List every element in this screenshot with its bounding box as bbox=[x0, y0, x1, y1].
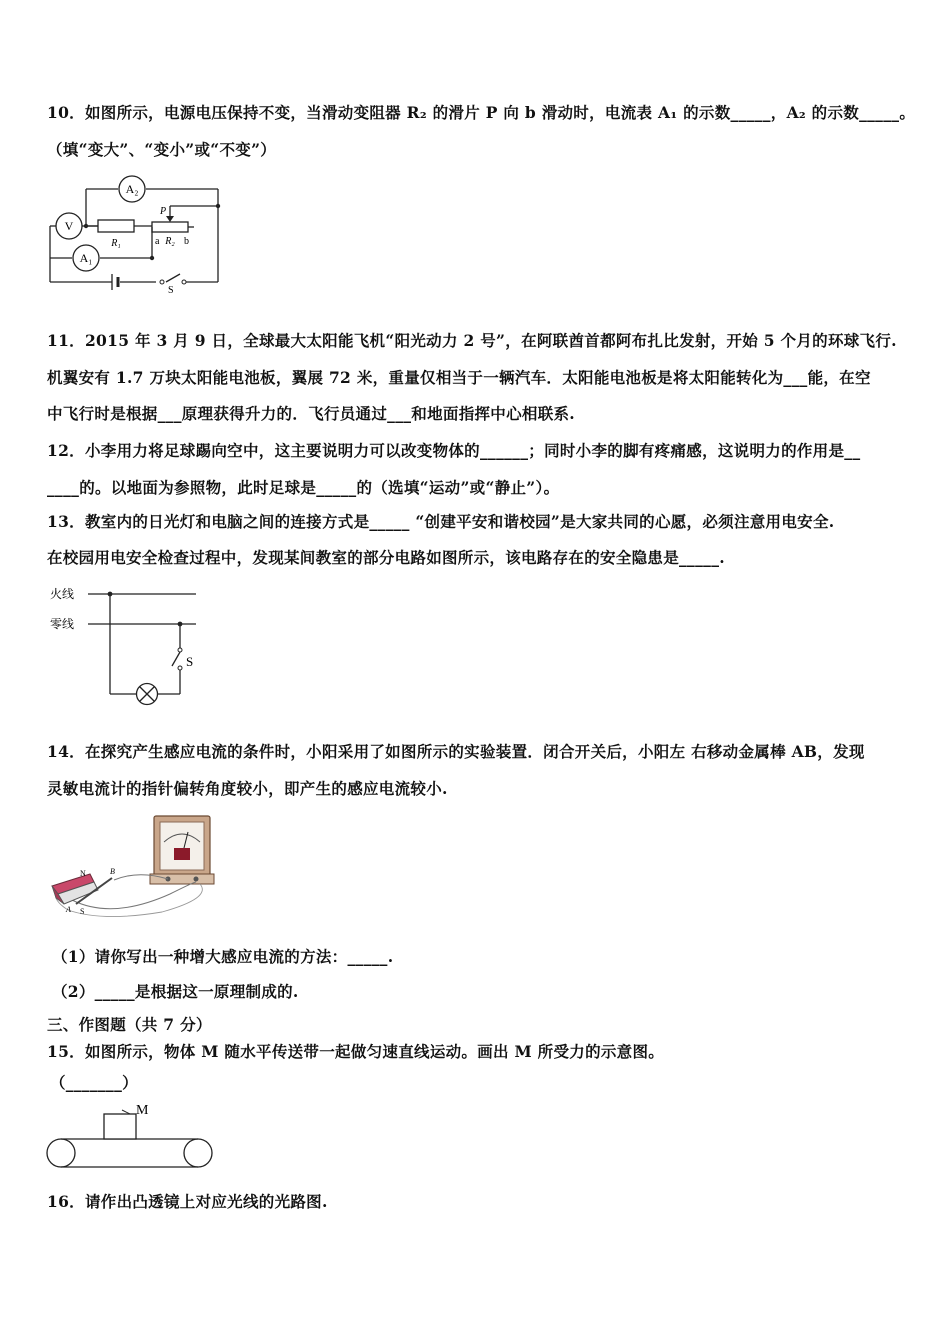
q12-line-2: ____的。以地面为参照物，此时足球是_____的（选填“运动”或“静止”）。 bbox=[47, 478, 560, 497]
q13-line-1: 13．教室内的日光灯和电脑之间的连接方式是_____ “创建平安和谐校园”是大家共同的心愿，必须注意用电安全. bbox=[47, 512, 835, 531]
q10-line-2: （填“变大”、“变小”或“不变”） bbox=[47, 140, 277, 159]
label-live-wire: 火线 bbox=[50, 587, 75, 601]
section-3-heading: 三、作图题（共 7 分） bbox=[47, 1015, 212, 1034]
q15-answer-blank: （_______） bbox=[50, 1073, 138, 1092]
q14-sub-1: （1）请你写出一种增大感应电流的方法：_____. bbox=[52, 947, 394, 966]
q11-line-3: 中飞行时是根据___原理获得升力的．飞行员通过___和地面指挥中心相联系. bbox=[47, 404, 575, 423]
q10-circuit-diagram bbox=[44, 172, 230, 294]
label-n: N bbox=[80, 869, 86, 878]
q16-line-1: 16．请作出凸透镜上对应光线的光路图. bbox=[47, 1192, 328, 1211]
label-r2: R₂ bbox=[165, 236, 175, 247]
lamp-icon bbox=[137, 684, 158, 705]
q14-sub-2: （2）_____是根据这一原理制成的. bbox=[52, 982, 299, 1001]
label-a1: A₁ bbox=[79, 251, 93, 265]
label-v: V bbox=[64, 219, 74, 233]
block-m bbox=[104, 1114, 136, 1139]
q14-experiment-apparatus bbox=[42, 812, 222, 924]
label-s: S bbox=[168, 285, 174, 294]
q11-line-1: 11．2015 年 3 月 9 日，全球最大太阳能飞机“阳光动力 2 号”，在阿联酋首都阿布扎比发射，开始 5 个月的环球飞行. bbox=[47, 331, 897, 350]
label-m: M bbox=[136, 1103, 149, 1118]
label-switch-s: S bbox=[186, 654, 194, 669]
q12-line-1: 12．小李用力将足球踢向空中，这主要说明力可以改变物体的______；同时小李的脚有疼痛感，这说明力的作用是__ bbox=[47, 441, 861, 460]
q13-circuit-diagram bbox=[48, 582, 204, 708]
q15-conveyor-diagram bbox=[44, 1098, 220, 1172]
label-a2: A₂ bbox=[125, 182, 139, 196]
label-b: B bbox=[110, 867, 115, 876]
magnet-icon bbox=[52, 874, 98, 904]
label-a: a bbox=[155, 236, 160, 247]
q13-line-2: 在校园用电安全检查过程中，发现某间教室的部分电路如图所示，该电路存在的安全隐患是_____. bbox=[47, 548, 725, 567]
q15-line-1: 15．如图所示，物体 M 随水平传送带一起做匀速直线运动。画出 M 所受力的示意图。 bbox=[47, 1042, 665, 1061]
galvanometer-icon bbox=[150, 816, 214, 884]
label-r1: R₁ bbox=[111, 238, 121, 249]
q11-line-2: 机翼安有 1.7 万块太阳能电池板，翼展 72 米，重量仅相当于一辆汽车．太阳能电池板是将太阳能转化为___能，在空 bbox=[47, 368, 871, 387]
label-s: S bbox=[80, 907, 85, 916]
q10-line-1: 10．如图所示，电源电压保持不变，当滑动变阻器 R₂ 的滑片 P 向 b 滑动时，电流表 A₁ 的示数_____，A₂ 的示数_____。 bbox=[47, 103, 916, 122]
label-b: b bbox=[184, 236, 189, 247]
label-p: P bbox=[160, 206, 167, 217]
label-a: A bbox=[66, 905, 71, 914]
q14-line-1: 14．在探究产生感应电流的条件时，小阳采用了如图所示的实验装置．闭合开关后，小阳左 右移动金属棒 AB，发现 bbox=[47, 742, 865, 761]
q14-line-2: 灵敏电流计的指针偏转角度较小，即产生的感应电流较小. bbox=[47, 779, 448, 798]
label-neutral-wire: 零线 bbox=[50, 617, 75, 631]
